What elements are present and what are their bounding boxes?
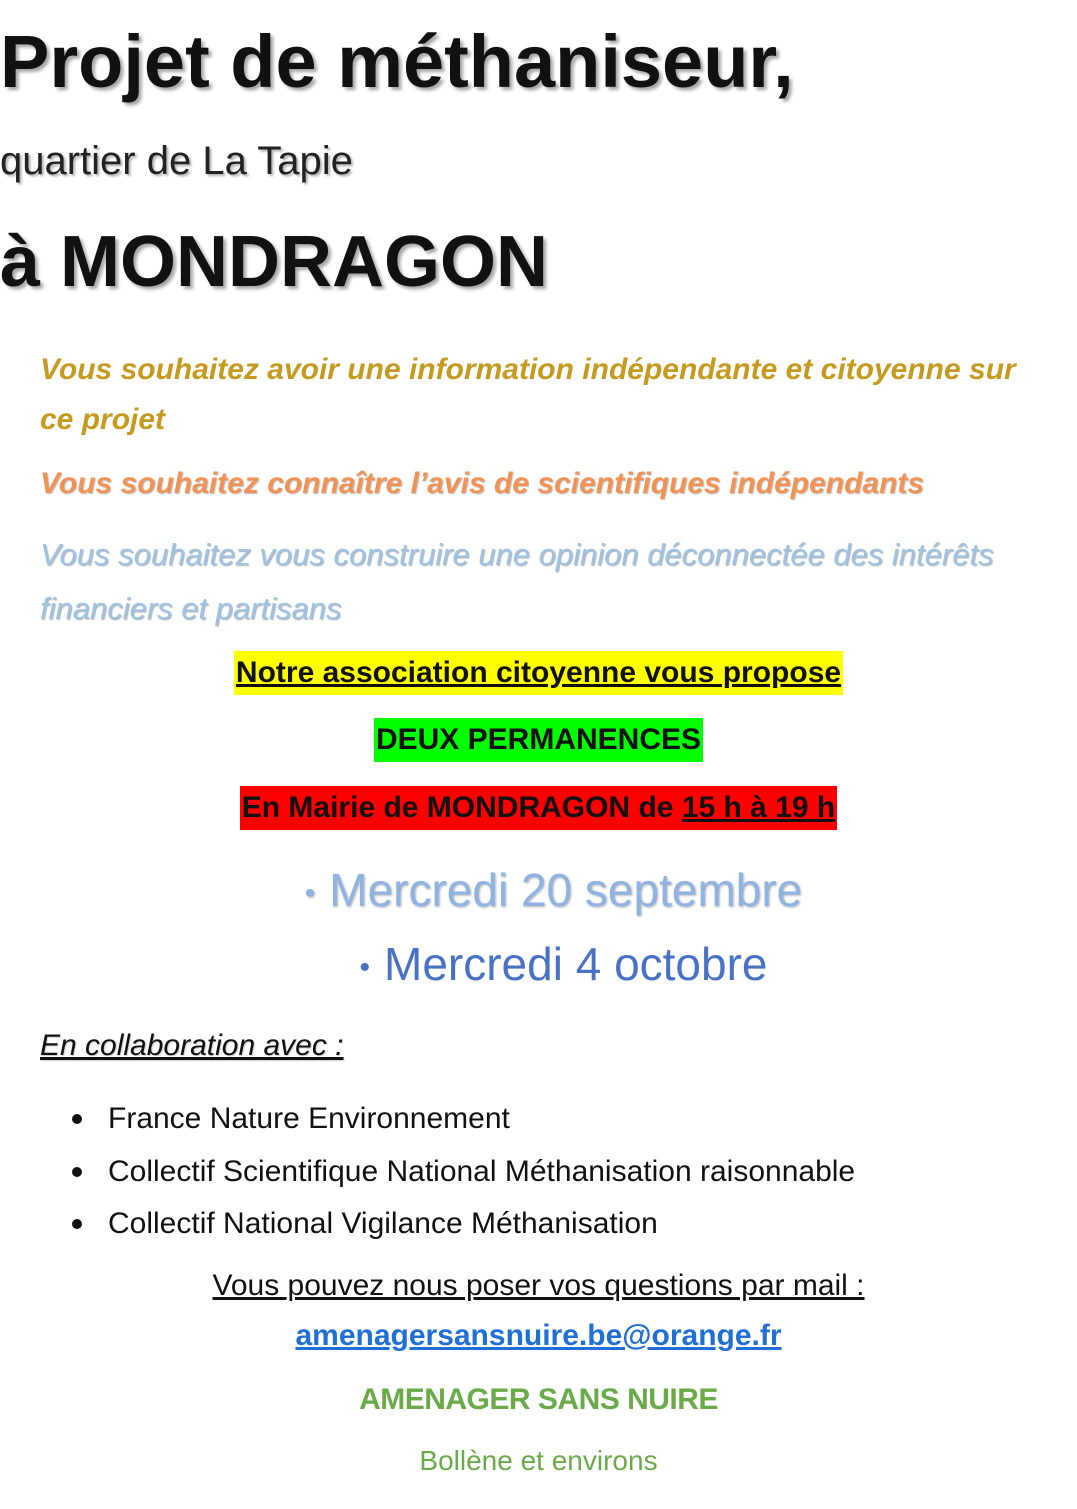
bullet-icon [72,1114,82,1124]
collaborator-name: Collectif National Vigilance Méthanisation [108,1207,658,1240]
mairie-row [0,786,1077,830]
bullet-icon: • [304,876,316,910]
collaboration-title: En collaboration avec : [40,1029,344,1062]
bullet-icon [72,1219,82,1229]
date-label: Mercredi 4 octobre [384,938,768,990]
date-item [0,862,1077,922]
mairie-highlight [240,786,837,830]
intro-line-information: Vous souhaitez avoir une information indépendante et citoyenne sur ce projet [40,353,1016,436]
page-title: Projet de méthaniseur, [0,20,794,103]
intro-line-scientists: Vous souhaitez connaître l’avis de scientifiques indépendants [40,467,925,500]
contact-question: Vous pouvez nous poser vos questions par mail : [212,1269,865,1302]
town-title: à MONDRAGON [0,222,549,302]
bullet-icon: • [359,950,370,984]
permanences-highlight: DEUX PERMANENCES [374,718,703,762]
mairie-hours: 15 h à 19 h [681,791,836,824]
propose-row [0,651,1077,695]
list-item [72,1093,855,1146]
page-subtitle: quartier de La Tapie [0,139,353,183]
date-item [0,936,1077,996]
list-item [72,1146,855,1199]
date-label: Mercredi 20 septembre [329,864,803,916]
organization-name: AMENAGER SANS NUIRE [359,1383,718,1416]
intro-line-opinion: Vous souhaitez vous construire une opinion déconnectée des intérêts financiers et partisans [40,537,994,626]
organization-subtitle: Bollène et environs [419,1445,658,1476]
email-link[interactable]: amenagersansnuire.be@orange.fr [295,1319,782,1352]
collaborator-name: Collectif Scientifique National Méthanisation raisonnable [108,1154,856,1188]
permanences-row [0,718,1077,762]
propose-highlight: Notre association citoyenne vous propose [234,651,843,695]
bullet-icon [72,1167,82,1177]
mairie-prefix: En Mairie de MONDRAGON de [241,791,682,824]
collaboration-list [72,1093,855,1251]
list-item [72,1198,855,1251]
collaborator-name: France Nature Environnement [108,1102,510,1135]
